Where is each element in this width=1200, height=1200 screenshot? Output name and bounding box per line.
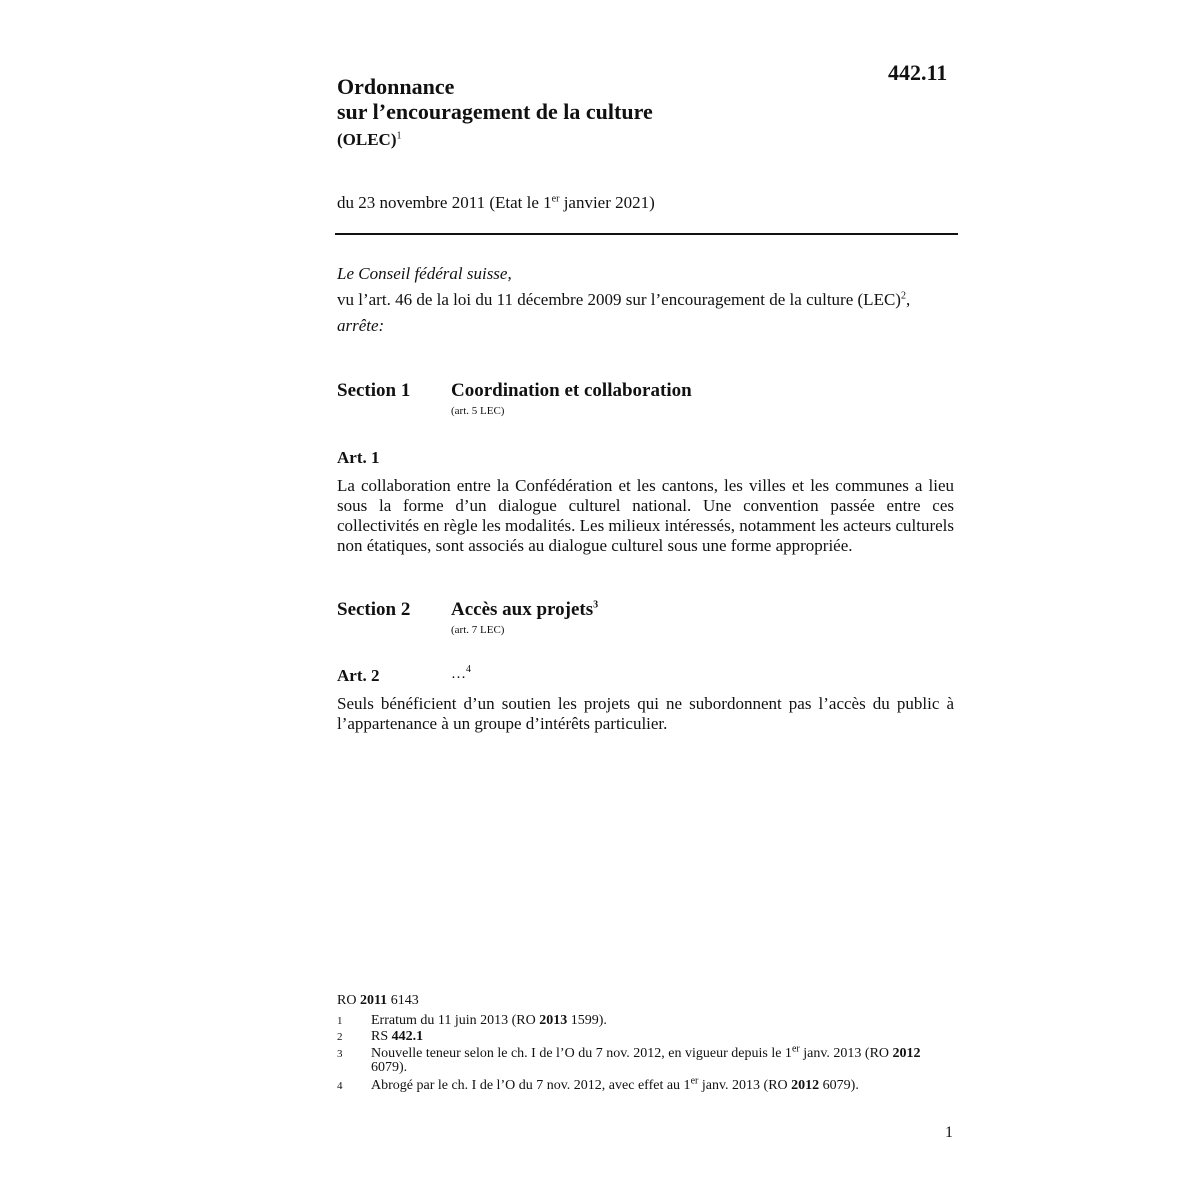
ro-prefix: RO bbox=[337, 993, 360, 1008]
footnote-4 bbox=[337, 1075, 957, 1095]
document-title bbox=[337, 74, 653, 124]
footnote-ref-3[interactable]: 3 bbox=[593, 599, 599, 611]
title-line-1: Ordonnance bbox=[337, 74, 455, 99]
section-2-reference: (art. 7 LEC) bbox=[451, 624, 505, 636]
footnote-text: Nouvelle teneur selon le ch. I de l’O du 7 nov. 2012, en vigueur depuis le 1er janv. 2013 (RO 2012 6079). bbox=[371, 1043, 921, 1075]
document-date bbox=[337, 193, 655, 213]
ro-year: 2011 bbox=[359, 993, 388, 1008]
preamble-legal-basis bbox=[337, 290, 910, 310]
section-1-title bbox=[451, 380, 692, 402]
footnote-ro-reference bbox=[337, 993, 419, 1009]
rs-number: 442.11 bbox=[888, 60, 948, 85]
footnote-text: Erratum du 11 juin 2013 (RO 2013 1599). bbox=[371, 1013, 607, 1028]
footnote-number: 3 bbox=[337, 1048, 343, 1060]
footnote-number: 2 bbox=[337, 1031, 343, 1043]
legal-basis-text: vu l’art. 46 de la loi du 11 décembre 2009 sur l’encouragement de la culture (LEC) bbox=[337, 290, 901, 309]
footnote-number: 1 bbox=[337, 1015, 343, 1027]
article-2-label: Art. 2 bbox=[337, 666, 380, 685]
preamble-decree: arrête: bbox=[337, 316, 385, 335]
section-1-reference: (art. 5 LEC) bbox=[451, 405, 505, 417]
footnote-ref-2[interactable]: 2 bbox=[900, 290, 906, 302]
article-1-text: La collaboration entre la Confédération et les cantons, les villes et les communes a lieu sous la forme d’un dialogue culturel national. Une convention passée entre ces collectivités en règle les modalités. Les milieux intéressés, notamment les acteurs culturels non étatiques, sont associés au dialogue culturel sous une forme appropriée. bbox=[337, 476, 955, 555]
repealed-ellipsis: … bbox=[451, 666, 466, 682]
footnote-ref-4[interactable]: 4 bbox=[466, 664, 471, 675]
title-line-2: sur l’encouragement de la culture bbox=[337, 99, 653, 124]
date-prefix: du 23 novembre 2011 (Etat le 1 bbox=[337, 193, 552, 212]
date-suffix: janvier 2021) bbox=[559, 193, 655, 212]
page-number: 1 bbox=[945, 1124, 953, 1141]
footnote-3 bbox=[337, 1043, 957, 1077]
footnote-2 bbox=[337, 1030, 957, 1046]
footnote-1 bbox=[337, 1014, 957, 1030]
preamble-authority: Le Conseil fédéral suisse, bbox=[337, 264, 512, 283]
footnote-text: Abrogé par le ch. I de l’O du 7 nov. 2012, avec effet au 1er janv. 2013 (RO 2012 6079). bbox=[371, 1075, 859, 1093]
section-1-label: Section 1 bbox=[337, 380, 411, 401]
section-2-title-text: Accès aux projets bbox=[451, 599, 594, 620]
abbreviation-text: (OLEC) bbox=[337, 130, 397, 149]
article-2-repealed-note bbox=[451, 666, 471, 683]
title-abbreviation bbox=[337, 130, 402, 150]
footnote-ref-1[interactable]: 1 bbox=[396, 130, 402, 142]
section-2-label: Section 2 bbox=[337, 599, 411, 620]
legal-basis-end: , bbox=[905, 290, 911, 309]
header-divider bbox=[335, 233, 958, 235]
section-2-title bbox=[451, 599, 598, 621]
footnote-text: RS 442.1 bbox=[371, 1029, 424, 1044]
article-2-text: Seuls bénéficient d’un soutien les projets qui ne subordonnent pas l’accès du public à l’appartenance à un groupe d’intérêts particulier. bbox=[337, 694, 954, 733]
date-superscript: er bbox=[551, 193, 560, 205]
footnote-number: 4 bbox=[337, 1080, 343, 1092]
ro-page: 6143 bbox=[387, 993, 419, 1008]
section-1-title-text: Coordination et collaboration bbox=[451, 380, 692, 401]
article-1-label: Art. 1 bbox=[337, 448, 380, 467]
